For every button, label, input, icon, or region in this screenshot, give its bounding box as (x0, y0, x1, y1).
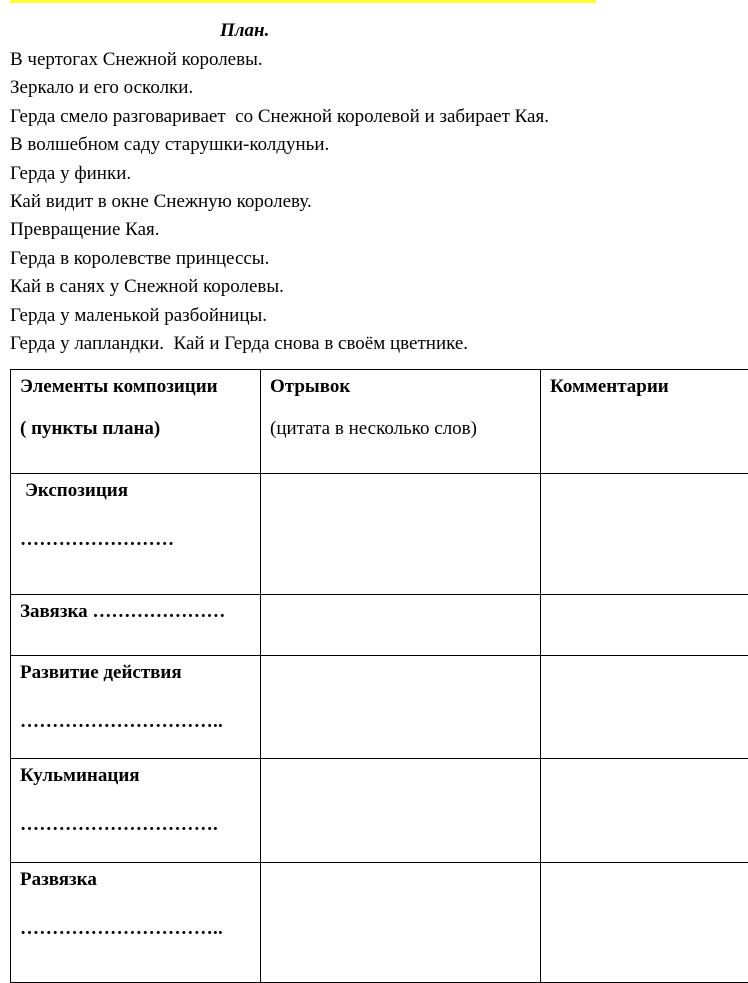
element-cell (11, 863, 261, 983)
plan-item: Превращение Кая. (10, 216, 549, 244)
element-label: Развязка (11, 863, 260, 893)
comment-cell[interactable] (541, 759, 748, 863)
plan-item: В волшебном саду старушки-колдуньи. (10, 131, 549, 159)
plan-item: Герда в королевстве принцессы. (10, 245, 549, 273)
table-row (11, 474, 748, 595)
element-label: Кульминация (11, 759, 260, 789)
plan-list (10, 46, 549, 358)
element-cell (11, 656, 261, 759)
element-dots: ………………………….. (11, 893, 260, 942)
plan-item: Герда у финки. (10, 160, 549, 188)
table-row (11, 656, 748, 759)
element-label: Завязка (20, 601, 88, 622)
plan-item: В чертогах Снежной королевы. (10, 46, 549, 74)
header-comments (541, 370, 748, 474)
element-label-line (11, 595, 260, 625)
element-dots: …………………… (11, 504, 260, 553)
element-cell (11, 474, 261, 595)
comment-cell[interactable] (541, 863, 748, 983)
header-comments-label: Комментарии (541, 370, 748, 400)
element-dots: ………………… (92, 601, 225, 622)
header-excerpt (261, 370, 541, 474)
header-excerpt-label: Отрывок (261, 370, 540, 400)
plan-item: Кай в санях у Снежной королевы. (10, 273, 549, 301)
element-dots: ………………………….. (11, 686, 260, 735)
table-row (11, 759, 748, 863)
composition-table (10, 369, 748, 983)
excerpt-cell[interactable] (261, 863, 541, 983)
highlight-strip (10, 0, 596, 3)
plan-title: План. (220, 18, 269, 44)
table-row (11, 595, 748, 656)
plan-item: Зеркало и его осколки. (10, 74, 549, 102)
plan-item: Герда смело разговаривает со Снежной королевой и забирает Кая. (10, 103, 549, 131)
excerpt-cell[interactable] (261, 759, 541, 863)
header-elements (11, 370, 261, 474)
plan-item: Герда у маленькой разбойницы. (10, 302, 549, 330)
element-label: Экспозиция (11, 474, 260, 504)
plan-item: Герда у лапландки. Кай и Герда снова в своём цветнике. (10, 330, 549, 358)
element-label: Развитие действия (11, 656, 260, 686)
plan-item: Кай видит в окне Снежную королеву. (10, 188, 549, 216)
element-cell (11, 759, 261, 863)
comment-cell[interactable] (541, 595, 748, 656)
comment-cell[interactable] (541, 474, 748, 595)
table-row (11, 863, 748, 983)
excerpt-cell[interactable] (261, 595, 541, 656)
excerpt-cell[interactable] (261, 474, 541, 595)
element-dots: …………………………. (11, 789, 260, 838)
comment-cell[interactable] (541, 656, 748, 759)
header-elements-label: Элементы композиции (11, 370, 260, 400)
header-elements-sub: ( пункты плана) (11, 400, 260, 442)
table-header-row (11, 370, 748, 474)
element-cell (11, 595, 261, 656)
excerpt-cell[interactable] (261, 656, 541, 759)
header-excerpt-sub: (цитата в несколько слов) (261, 400, 540, 442)
